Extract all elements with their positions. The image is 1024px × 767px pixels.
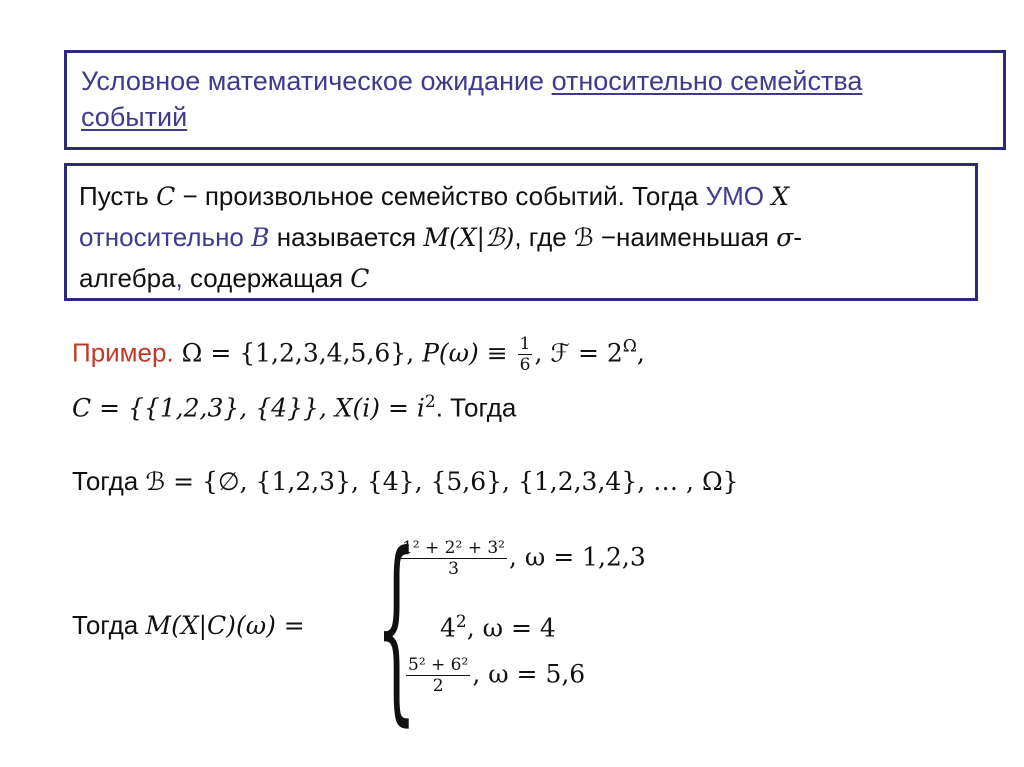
cond-expectation-prefix: Тогда bbox=[72, 610, 146, 640]
definition-text: алгебра bbox=[79, 263, 176, 293]
sigma-algebra-line bbox=[72, 466, 739, 497]
sigma-algebra-prefix: Тогда bbox=[72, 466, 146, 496]
slide-title bbox=[81, 63, 989, 136]
fraction bbox=[406, 655, 470, 696]
fraction bbox=[400, 538, 507, 579]
math-symbol: C bbox=[156, 182, 176, 211]
case-value: 4 bbox=[440, 613, 456, 643]
fraction-denominator: 3 bbox=[448, 559, 459, 579]
sigma-algebra-expression: ℬ = {∅, {1,2,3}, {4}, {5,6}, {1,2,3,4}, … , Ω} bbox=[145, 467, 739, 496]
title-underlined-1: относительно семейства bbox=[551, 66, 863, 96]
definition-text: - bbox=[793, 222, 802, 252]
case-2 bbox=[440, 612, 556, 644]
title-underlined-2: событий bbox=[81, 102, 188, 133]
superscript: 2 bbox=[424, 392, 436, 412]
example-text: . Тогда bbox=[435, 392, 517, 423]
math-expression: , bbox=[636, 338, 645, 368]
definition-text: −наименьшая bbox=[593, 222, 777, 252]
definition-text: Пусть bbox=[79, 181, 157, 211]
definition-line-2 bbox=[79, 217, 963, 258]
title-box bbox=[64, 50, 1006, 150]
math-expression: P(ω) ≡ bbox=[422, 338, 516, 368]
case-condition: , ω = 5,6 bbox=[472, 659, 586, 689]
example-line-2 bbox=[72, 392, 516, 424]
cond-expectation-lhs bbox=[72, 610, 305, 641]
case-condition: , ω = 4 bbox=[466, 613, 556, 643]
math-symbol: B bbox=[251, 223, 270, 252]
example-line-1 bbox=[72, 334, 645, 375]
math-symbol: X bbox=[771, 182, 790, 211]
highlight-comma: , bbox=[175, 263, 183, 293]
fraction-numerator: 1² + 2² + 3² bbox=[402, 538, 505, 558]
cases-brace: { bbox=[376, 511, 417, 744]
definition-text: , где bbox=[514, 222, 574, 252]
math-symbol: ℬ bbox=[573, 223, 594, 252]
fraction-numerator: 1 bbox=[519, 334, 531, 354]
math-expression: M(X|ℬ) bbox=[423, 223, 515, 252]
title-text: Условное математическое ожидание bbox=[81, 66, 552, 96]
math-expression: , ℱ = 2 bbox=[534, 338, 623, 368]
math-expression: C = {{1,2,3}, {4}}, X(i) = i bbox=[72, 393, 425, 423]
example-label: Пример. bbox=[72, 337, 174, 368]
fraction-denominator: 2 bbox=[432, 676, 444, 696]
case-condition: , ω = 1,2,3 bbox=[509, 542, 646, 572]
definition-line-3 bbox=[79, 258, 963, 299]
highlight-term: УМО bbox=[705, 181, 772, 211]
case-3 bbox=[404, 655, 585, 696]
superscript: Ω bbox=[622, 336, 637, 357]
superscript: 2 bbox=[455, 612, 467, 632]
definition-line-1 bbox=[79, 176, 963, 217]
cond-expectation-expression: M(X|C)(ω) = bbox=[145, 611, 305, 640]
math-symbol: σ bbox=[776, 223, 794, 252]
definition-text: содержащая bbox=[182, 263, 351, 293]
definition-box bbox=[64, 163, 978, 301]
definition-text: − произвольное семейство событий. Тогда bbox=[175, 181, 706, 211]
case-1 bbox=[398, 538, 646, 579]
fraction bbox=[518, 334, 533, 375]
fraction-denominator: 6 bbox=[519, 355, 531, 375]
math-symbol: C bbox=[350, 264, 370, 293]
fraction-numerator: 5² + 6² bbox=[408, 655, 469, 675]
definition-text: называется bbox=[269, 222, 424, 252]
highlight-term: относительно bbox=[79, 222, 252, 252]
math-expression: Ω = {1,2,3,4,5,6}, bbox=[173, 338, 423, 368]
